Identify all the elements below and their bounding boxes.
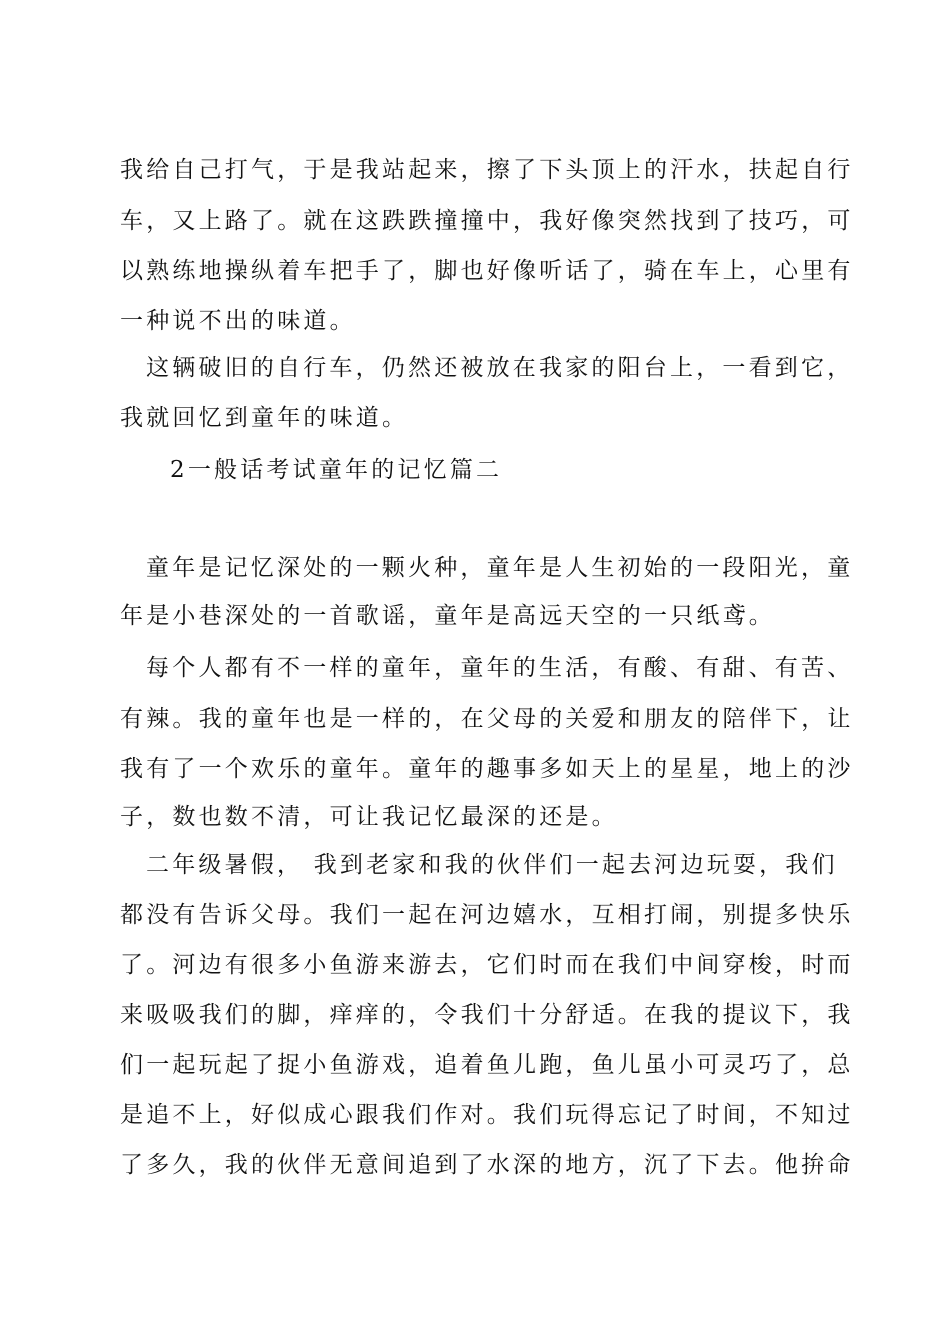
text-line: 们一起玩起了捉小鱼游戏，追着鱼儿跑，鱼儿虽小可灵巧了，总: [120, 1052, 854, 1078]
text-line: 我就回忆到童年的味道。: [120, 405, 409, 431]
text-line: 是追不上，好似成心跟我们作对。我们玩得忘记了时间，不知过: [120, 1102, 854, 1128]
section-heading: 2一般话考试童年的记忆篇二: [170, 457, 503, 483]
text-line: 车，又上路了。就在这跌跌撞撞中，我好像突然找到了技巧，可: [120, 208, 854, 234]
text-line: 每个人都有不一样的童年，童年的生活，有酸、有甜、有苦、: [146, 655, 854, 681]
text-line: 来吸吸我们的脚，痒痒的，令我们十分舒适。在我的提议下，我: [120, 1002, 854, 1028]
text-line: 以熟练地操纵着车把手了，脚也好像听话了，骑在车上，心里有: [120, 258, 854, 284]
text-line: 这辆破旧的自行车，仍然还被放在我家的阳台上，一看到它，: [146, 355, 854, 381]
text-line: 年是小巷深处的一首歌谣，童年是高远天空的一只纸鸢。: [120, 603, 775, 629]
text-line: 一种说不出的味道。: [120, 308, 356, 334]
text-line: 我给自己打气，于是我站起来，擦了下头顶上的汗水，扶起自行: [120, 157, 854, 183]
text-line: 童年是记忆深处的一颗火种，童年是人生初始的一段阳光，童: [146, 555, 854, 581]
text-line: 我有了一个欢乐的童年。童年的趣事多如天上的星星，地上的沙: [120, 756, 854, 782]
text-line: 二年级暑假， 我到老家和我的伙伴们一起去河边玩耍，我们: [146, 852, 838, 878]
text-line: 有辣。我的童年也是一样的，在父母的关爱和朋友的陪伴下，让: [120, 706, 854, 732]
text-line: 了多久，我的伙伴无意间追到了水深的地方，沉了下去。他拚命: [120, 1152, 854, 1178]
text-line: 子，数也数不清，可让我记忆最深的还是。: [120, 804, 618, 830]
text-line: 了。河边有很多小鱼游来游去，它们时而在我们中间穿梭，时而: [120, 952, 854, 978]
text-line: 都没有告诉父母。我们一起在河边嬉水，互相打闹，别提多快乐: [120, 902, 854, 928]
